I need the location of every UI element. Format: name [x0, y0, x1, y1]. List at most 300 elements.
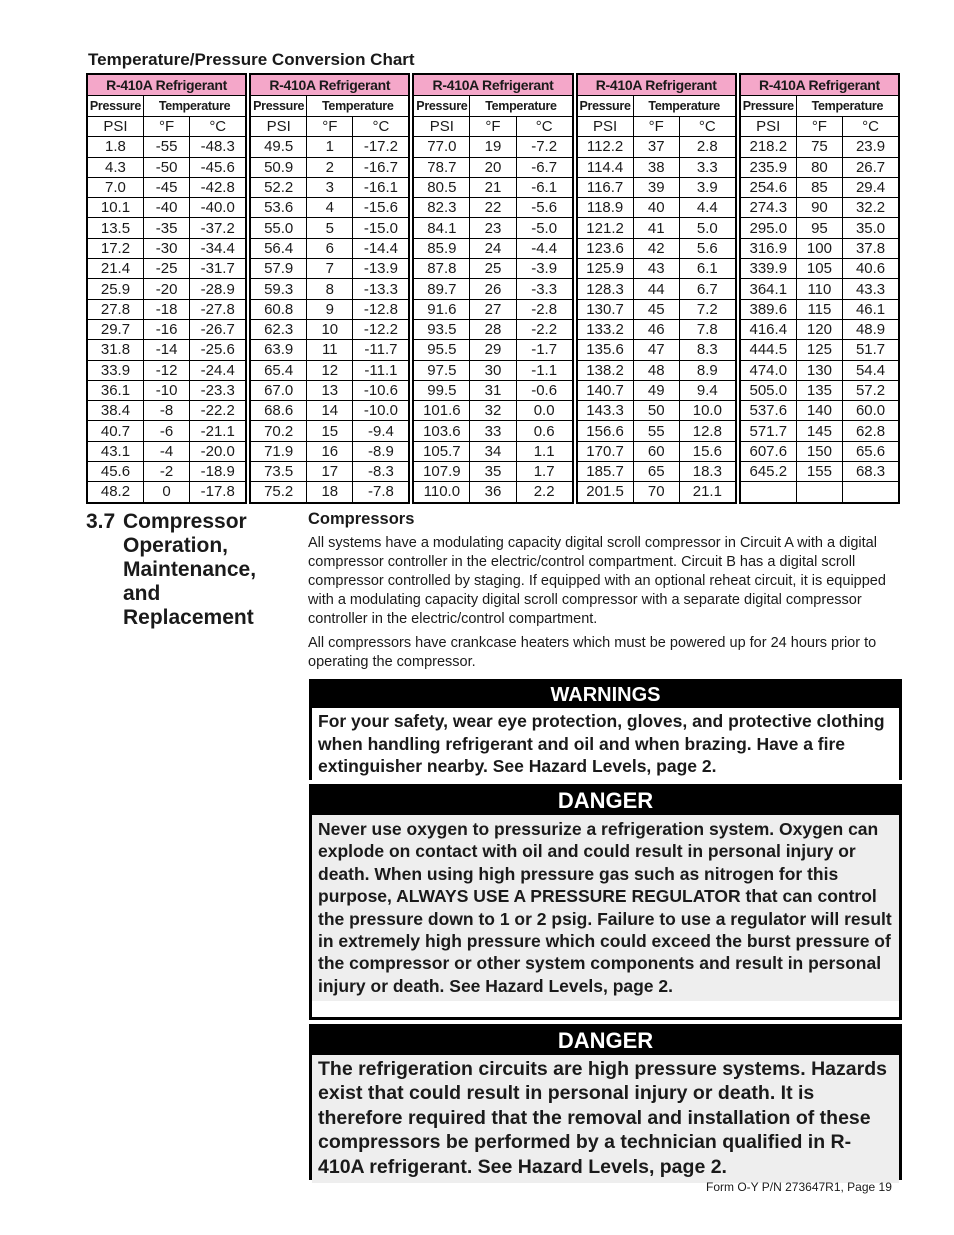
fahrenheit-cell: -4	[143, 441, 189, 461]
table-row	[413, 299, 572, 319]
celsius-cell: -13.3	[353, 279, 409, 299]
table-row	[740, 441, 899, 461]
psi-cell: 444.5	[740, 340, 796, 360]
pressure-header: Pressure	[413, 96, 469, 117]
table-row	[577, 462, 736, 482]
psi-cell: 73.5	[250, 462, 306, 482]
table-row	[87, 279, 246, 299]
celsius-cell: 65.6	[843, 441, 899, 461]
table-row	[577, 319, 736, 339]
fahrenheit-cell: 18	[307, 482, 353, 503]
fahrenheit-cell: 155	[796, 462, 842, 482]
fahrenheit-cell: 100	[796, 238, 842, 258]
fahrenheit-cell: 95	[796, 218, 842, 238]
temperature-header: Temperature	[633, 96, 736, 117]
celsius-cell: 5.0	[679, 218, 735, 238]
table-row	[740, 279, 899, 299]
compressors-paragraph-2: All compressors have crankcase heaters which must be powered up for 24 hours prior to operating the compressor.	[308, 635, 877, 670]
table-row	[250, 462, 409, 482]
pressure-header: Pressure	[250, 96, 306, 117]
table-row	[250, 137, 409, 157]
celsius-cell: -10.0	[353, 401, 409, 421]
table-row	[413, 198, 572, 218]
psi-cell: 101.6	[413, 401, 469, 421]
celsius-cell: -2.8	[516, 299, 572, 319]
celsius-cell: 0.0	[516, 401, 572, 421]
table-row	[250, 380, 409, 400]
psi-cell: 75.2	[250, 482, 306, 503]
table-row	[413, 137, 572, 157]
fahrenheit-cell: 125	[796, 340, 842, 360]
psi-cell: 143.3	[577, 401, 633, 421]
danger-body: Never use oxygen to pressurize a refrigeration system. Oxygen can explode on contact with oil and could result in personal injury or death. When using high pressure gas such as nitrogen for this purpose, ALWAYS USE A PRESSURE REGULATOR that can control the pressure down to 1 or 2 psig. Failure to use a regulator will result in extremely high pressure which could exceed the burst pressure of the compressor or other system components and result in personal injury or death. See Hazard Levels, page 2.	[312, 815, 899, 1001]
conversion-chart	[86, 73, 900, 504]
table-row	[87, 421, 246, 441]
celsius-cell: 43.3	[843, 279, 899, 299]
psi-cell: 110.0	[413, 482, 469, 503]
psi-cell: 135.6	[577, 340, 633, 360]
danger-box-oxygen	[309, 784, 902, 1020]
celsius-cell: 18.3	[679, 462, 735, 482]
celsius-cell: 0.6	[516, 421, 572, 441]
celsius-cell: -27.8	[190, 299, 246, 319]
psi-cell: 13.5	[87, 218, 143, 238]
table-row	[87, 137, 246, 157]
celsius-cell: 8.3	[679, 340, 735, 360]
warnings-box	[309, 679, 902, 780]
refrigerant-table	[86, 73, 247, 504]
refrigerant-table	[739, 73, 900, 504]
psi-cell: 97.5	[413, 360, 469, 380]
psi-cell: 170.7	[577, 441, 633, 461]
celsius-cell: -16.1	[353, 177, 409, 197]
psi-cell: 114.4	[577, 157, 633, 177]
celsius-cell: 9.4	[679, 380, 735, 400]
table-row	[87, 259, 246, 279]
celsius-cell: -1.7	[516, 340, 572, 360]
table-row	[413, 441, 572, 461]
fahrenheit-cell: 0	[143, 482, 189, 503]
psi-cell: 185.7	[577, 462, 633, 482]
celsius-cell: 7.8	[679, 319, 735, 339]
fahrenheit-cell: 3	[307, 177, 353, 197]
fahrenheit-cell: 36	[470, 482, 516, 503]
psi-cell: 99.5	[413, 380, 469, 400]
psi-cell: 31.8	[87, 340, 143, 360]
table-row	[413, 259, 572, 279]
unit-header-psi: PSI	[250, 117, 306, 137]
psi-cell: 316.9	[740, 238, 796, 258]
fahrenheit-cell: 4	[307, 198, 353, 218]
psi-cell: 63.9	[250, 340, 306, 360]
celsius-cell: 68.3	[843, 462, 899, 482]
celsius-cell: -18.9	[190, 462, 246, 482]
table-row	[87, 319, 246, 339]
fahrenheit-cell: 50	[633, 401, 679, 421]
psi-cell: 77.0	[413, 137, 469, 157]
table-row	[577, 421, 736, 441]
celsius-cell: 48.9	[843, 319, 899, 339]
psi-cell: 43.1	[87, 441, 143, 461]
temperature-header: Temperature	[307, 96, 410, 117]
table-row	[577, 360, 736, 380]
psi-cell: 67.0	[250, 380, 306, 400]
fahrenheit-cell: 40	[633, 198, 679, 218]
celsius-cell: 57.2	[843, 380, 899, 400]
unit-header-c: °C	[516, 117, 572, 137]
psi-cell: 607.6	[740, 441, 796, 461]
unit-header-psi: PSI	[87, 117, 143, 137]
celsius-cell: -6.7	[516, 157, 572, 177]
psi-cell: 123.6	[577, 238, 633, 258]
refrigerant-table	[412, 73, 573, 504]
psi-cell: 339.9	[740, 259, 796, 279]
psi-cell: 235.9	[740, 157, 796, 177]
warnings-header: WARNINGS	[312, 682, 899, 708]
fahrenheit-cell: 20	[470, 157, 516, 177]
psi-cell: 10.1	[87, 198, 143, 218]
fahrenheit-cell: 60	[633, 441, 679, 461]
fahrenheit-cell: -8	[143, 401, 189, 421]
fahrenheit-cell: 90	[796, 198, 842, 218]
fahrenheit-cell: 25	[470, 259, 516, 279]
celsius-cell: -48.3	[190, 137, 246, 157]
table-row	[250, 218, 409, 238]
celsius-cell: -0.6	[516, 380, 572, 400]
fahrenheit-cell: -50	[143, 157, 189, 177]
celsius-cell: -2.2	[516, 319, 572, 339]
celsius-cell: -17.8	[190, 482, 246, 503]
psi-cell: 57.9	[250, 259, 306, 279]
celsius-cell: -15.0	[353, 218, 409, 238]
psi-cell: 118.9	[577, 198, 633, 218]
fahrenheit-cell: 26	[470, 279, 516, 299]
psi-cell: 45.6	[87, 462, 143, 482]
fahrenheit-cell: 8	[307, 279, 353, 299]
celsius-cell: -1.1	[516, 360, 572, 380]
fahrenheit-cell: 29	[470, 340, 516, 360]
celsius-cell: 26.7	[843, 157, 899, 177]
celsius-cell: 35.0	[843, 218, 899, 238]
celsius-cell: -26.7	[190, 319, 246, 339]
psi-cell: 27.8	[87, 299, 143, 319]
celsius-cell: 7.2	[679, 299, 735, 319]
celsius-cell: -24.4	[190, 360, 246, 380]
compressors-section	[308, 510, 900, 677]
celsius-cell: -5.6	[516, 198, 572, 218]
temperature-header: Temperature	[143, 96, 246, 117]
fahrenheit-cell: 37	[633, 137, 679, 157]
psi-cell: 21.4	[87, 259, 143, 279]
celsius-cell: 8.9	[679, 360, 735, 380]
celsius-cell: -22.2	[190, 401, 246, 421]
fahrenheit-cell: 10	[307, 319, 353, 339]
celsius-cell: -9.4	[353, 421, 409, 441]
fahrenheit-cell: 45	[633, 299, 679, 319]
table-row	[250, 482, 409, 503]
fahrenheit-cell: 11	[307, 340, 353, 360]
unit-header-c: °C	[843, 117, 899, 137]
section-number: 3.7	[86, 510, 116, 533]
celsius-cell: 3.9	[679, 177, 735, 197]
psi-cell: 91.6	[413, 299, 469, 319]
table-row	[87, 441, 246, 461]
fahrenheit-cell: -2	[143, 462, 189, 482]
fahrenheit-cell: -35	[143, 218, 189, 238]
psi-cell: 65.4	[250, 360, 306, 380]
fahrenheit-cell: -6	[143, 421, 189, 441]
celsius-cell: -3.3	[516, 279, 572, 299]
fahrenheit-cell: 7	[307, 259, 353, 279]
fahrenheit-cell: -45	[143, 177, 189, 197]
table-row	[413, 279, 572, 299]
table-row	[740, 319, 899, 339]
table-row	[87, 482, 246, 503]
table-row	[87, 380, 246, 400]
table-row	[577, 218, 736, 238]
table-row	[577, 401, 736, 421]
celsius-cell: -12.2	[353, 319, 409, 339]
table-row	[413, 319, 572, 339]
table-row	[740, 218, 899, 238]
refrigerant-header: R-410A Refrigerant	[413, 74, 572, 96]
psi-cell: 1.8	[87, 137, 143, 157]
psi-cell: 82.3	[413, 198, 469, 218]
psi-cell: 33.9	[87, 360, 143, 380]
table-row	[413, 157, 572, 177]
fahrenheit-cell: -18	[143, 299, 189, 319]
psi-cell	[740, 482, 796, 503]
psi-cell: 70.2	[250, 421, 306, 441]
table-row	[250, 360, 409, 380]
celsius-cell: -7.8	[353, 482, 409, 503]
table-row	[740, 401, 899, 421]
psi-cell: 4.3	[87, 157, 143, 177]
table-row	[577, 380, 736, 400]
psi-cell: 17.2	[87, 238, 143, 258]
psi-cell: 128.3	[577, 279, 633, 299]
pressure-header: Pressure	[577, 96, 633, 117]
psi-cell: 59.3	[250, 279, 306, 299]
table-row	[577, 238, 736, 258]
danger-header: DANGER	[312, 787, 899, 815]
fahrenheit-cell: 55	[633, 421, 679, 441]
table-row	[413, 380, 572, 400]
page-footer: Form O-Y P/N 273647R1, Page 19	[706, 1180, 892, 1194]
celsius-cell: 54.4	[843, 360, 899, 380]
fahrenheit-cell: 30	[470, 360, 516, 380]
celsius-cell: -21.1	[190, 421, 246, 441]
celsius-cell: 1.7	[516, 462, 572, 482]
table-row	[740, 299, 899, 319]
danger-body: The refrigeration circuits are high pressure systems. Hazards exist that could result in personal injury or death. It is therefore required that the removal and installation of these compressors be performed by a technician qualified in R-410A refrigerant. See Hazard Levels, page 2.	[312, 1055, 899, 1183]
fahrenheit-cell: 80	[796, 157, 842, 177]
celsius-cell: -31.7	[190, 259, 246, 279]
celsius-cell: 62.8	[843, 421, 899, 441]
psi-cell: 7.0	[87, 177, 143, 197]
unit-header-psi: PSI	[577, 117, 633, 137]
psi-cell: 87.8	[413, 259, 469, 279]
table-row	[87, 360, 246, 380]
celsius-cell: -14.4	[353, 238, 409, 258]
table-row	[87, 157, 246, 177]
psi-cell: 107.9	[413, 462, 469, 482]
fahrenheit-cell: 1	[307, 137, 353, 157]
celsius-cell: -17.2	[353, 137, 409, 157]
fahrenheit-cell: 130	[796, 360, 842, 380]
table-row	[250, 401, 409, 421]
celsius-cell: -42.8	[190, 177, 246, 197]
celsius-cell: 46.1	[843, 299, 899, 319]
temperature-header: Temperature	[470, 96, 573, 117]
fahrenheit-cell: 31	[470, 380, 516, 400]
fahrenheit-cell: 105	[796, 259, 842, 279]
fahrenheit-cell: -14	[143, 340, 189, 360]
table-row	[413, 421, 572, 441]
celsius-cell: 60.0	[843, 401, 899, 421]
fahrenheit-cell: 33	[470, 421, 516, 441]
unit-header-c: °C	[190, 117, 246, 137]
unit-header-c: °C	[353, 117, 409, 137]
table-row	[413, 360, 572, 380]
psi-cell: 474.0	[740, 360, 796, 380]
table-row	[87, 340, 246, 360]
fahrenheit-cell: 43	[633, 259, 679, 279]
table-row	[740, 462, 899, 482]
celsius-cell: -8.9	[353, 441, 409, 461]
fahrenheit-cell: -55	[143, 137, 189, 157]
table-row	[413, 177, 572, 197]
celsius-cell: -11.7	[353, 340, 409, 360]
psi-cell: 416.4	[740, 319, 796, 339]
psi-cell: 38.4	[87, 401, 143, 421]
table-row	[413, 238, 572, 258]
fahrenheit-cell: 65	[633, 462, 679, 482]
temperature-header: Temperature	[796, 96, 899, 117]
fahrenheit-cell: 110	[796, 279, 842, 299]
chart-title: Temperature/Pressure Conversion Chart	[88, 50, 415, 69]
table-row	[577, 157, 736, 177]
unit-header-f: °F	[143, 117, 189, 137]
table-row	[740, 198, 899, 218]
table-row	[740, 238, 899, 258]
celsius-cell: -28.9	[190, 279, 246, 299]
celsius-cell: -34.4	[190, 238, 246, 258]
celsius-cell: 32.2	[843, 198, 899, 218]
fahrenheit-cell: 2	[307, 157, 353, 177]
table-row	[250, 157, 409, 177]
compressors-paragraph-1: All systems have a modulating capacity digital scroll compressor in Circuit A with a digital compressor controller in the electric/control compartment. Circuit B has a digital scroll compressor controlled by staging. If equipped with an optional reheat circuit, it is equipped with a modulating capacity digital scroll compressor with a separate digital compressor controller in the electric/control compartment.	[308, 535, 886, 627]
psi-cell: 201.5	[577, 482, 633, 503]
psi-cell: 112.2	[577, 137, 633, 157]
fahrenheit-cell: 34	[470, 441, 516, 461]
celsius-cell: -20.0	[190, 441, 246, 461]
table-row	[740, 380, 899, 400]
warnings-body: For your safety, wear eye protection, gloves, and protective clothing when handling refrigerant and oil and when brazing. Have a fire extinguisher nearby. See Hazard Levels, page 2.	[312, 708, 899, 782]
fahrenheit-cell: 23	[470, 218, 516, 238]
psi-cell: 56.4	[250, 238, 306, 258]
celsius-cell: 12.8	[679, 421, 735, 441]
psi-cell: 89.7	[413, 279, 469, 299]
fahrenheit-cell: 16	[307, 441, 353, 461]
celsius-cell: 51.7	[843, 340, 899, 360]
unit-header-c: °C	[679, 117, 735, 137]
fahrenheit-cell: 135	[796, 380, 842, 400]
psi-cell: 48.2	[87, 482, 143, 503]
table-row	[87, 177, 246, 197]
table-row	[250, 279, 409, 299]
table-row	[577, 441, 736, 461]
psi-cell: 274.3	[740, 198, 796, 218]
fahrenheit-cell: -25	[143, 259, 189, 279]
section-title: Compressor Operation, Maintenance, and Replacement	[123, 510, 257, 629]
celsius-cell: 1.1	[516, 441, 572, 461]
celsius-cell: 6.7	[679, 279, 735, 299]
table-row	[87, 401, 246, 421]
fahrenheit-cell: 39	[633, 177, 679, 197]
table-row	[250, 319, 409, 339]
table-row	[577, 259, 736, 279]
table-row	[413, 340, 572, 360]
psi-cell: 645.2	[740, 462, 796, 482]
table-row	[577, 137, 736, 157]
compressors-heading: Compressors	[308, 510, 415, 528]
table-row	[577, 177, 736, 197]
celsius-cell: -40.0	[190, 198, 246, 218]
fahrenheit-cell: 13	[307, 380, 353, 400]
table-row	[250, 421, 409, 441]
celsius-cell: -12.8	[353, 299, 409, 319]
celsius-cell: -16.7	[353, 157, 409, 177]
celsius-cell	[843, 482, 899, 503]
danger-header: DANGER	[312, 1027, 899, 1055]
table-row	[250, 340, 409, 360]
table-row	[577, 299, 736, 319]
refrigerant-table	[249, 73, 410, 504]
psi-cell: 78.7	[413, 157, 469, 177]
fahrenheit-cell: 47	[633, 340, 679, 360]
fahrenheit-cell: 140	[796, 401, 842, 421]
psi-cell: 295.0	[740, 218, 796, 238]
psi-cell: 50.9	[250, 157, 306, 177]
celsius-cell: 23.9	[843, 137, 899, 157]
fahrenheit-cell: 85	[796, 177, 842, 197]
unit-header-f: °F	[796, 117, 842, 137]
psi-cell: 105.7	[413, 441, 469, 461]
refrigerant-header: R-410A Refrigerant	[250, 74, 409, 96]
celsius-cell: 40.6	[843, 259, 899, 279]
psi-cell: 389.6	[740, 299, 796, 319]
table-row	[250, 177, 409, 197]
fahrenheit-cell: 19	[470, 137, 516, 157]
fahrenheit-cell: 6	[307, 238, 353, 258]
celsius-cell: -25.6	[190, 340, 246, 360]
psi-cell: 60.8	[250, 299, 306, 319]
fahrenheit-cell: 48	[633, 360, 679, 380]
psi-cell: 84.1	[413, 218, 469, 238]
table-row	[577, 279, 736, 299]
refrigerant-header: R-410A Refrigerant	[740, 74, 899, 96]
psi-cell: 156.6	[577, 421, 633, 441]
celsius-cell: 3.3	[679, 157, 735, 177]
psi-cell: 505.0	[740, 380, 796, 400]
unit-header-f: °F	[470, 117, 516, 137]
celsius-cell: -8.3	[353, 462, 409, 482]
fahrenheit-cell: 22	[470, 198, 516, 218]
fahrenheit-cell: -40	[143, 198, 189, 218]
celsius-cell: -37.2	[190, 218, 246, 238]
celsius-cell: 21.1	[679, 482, 735, 503]
